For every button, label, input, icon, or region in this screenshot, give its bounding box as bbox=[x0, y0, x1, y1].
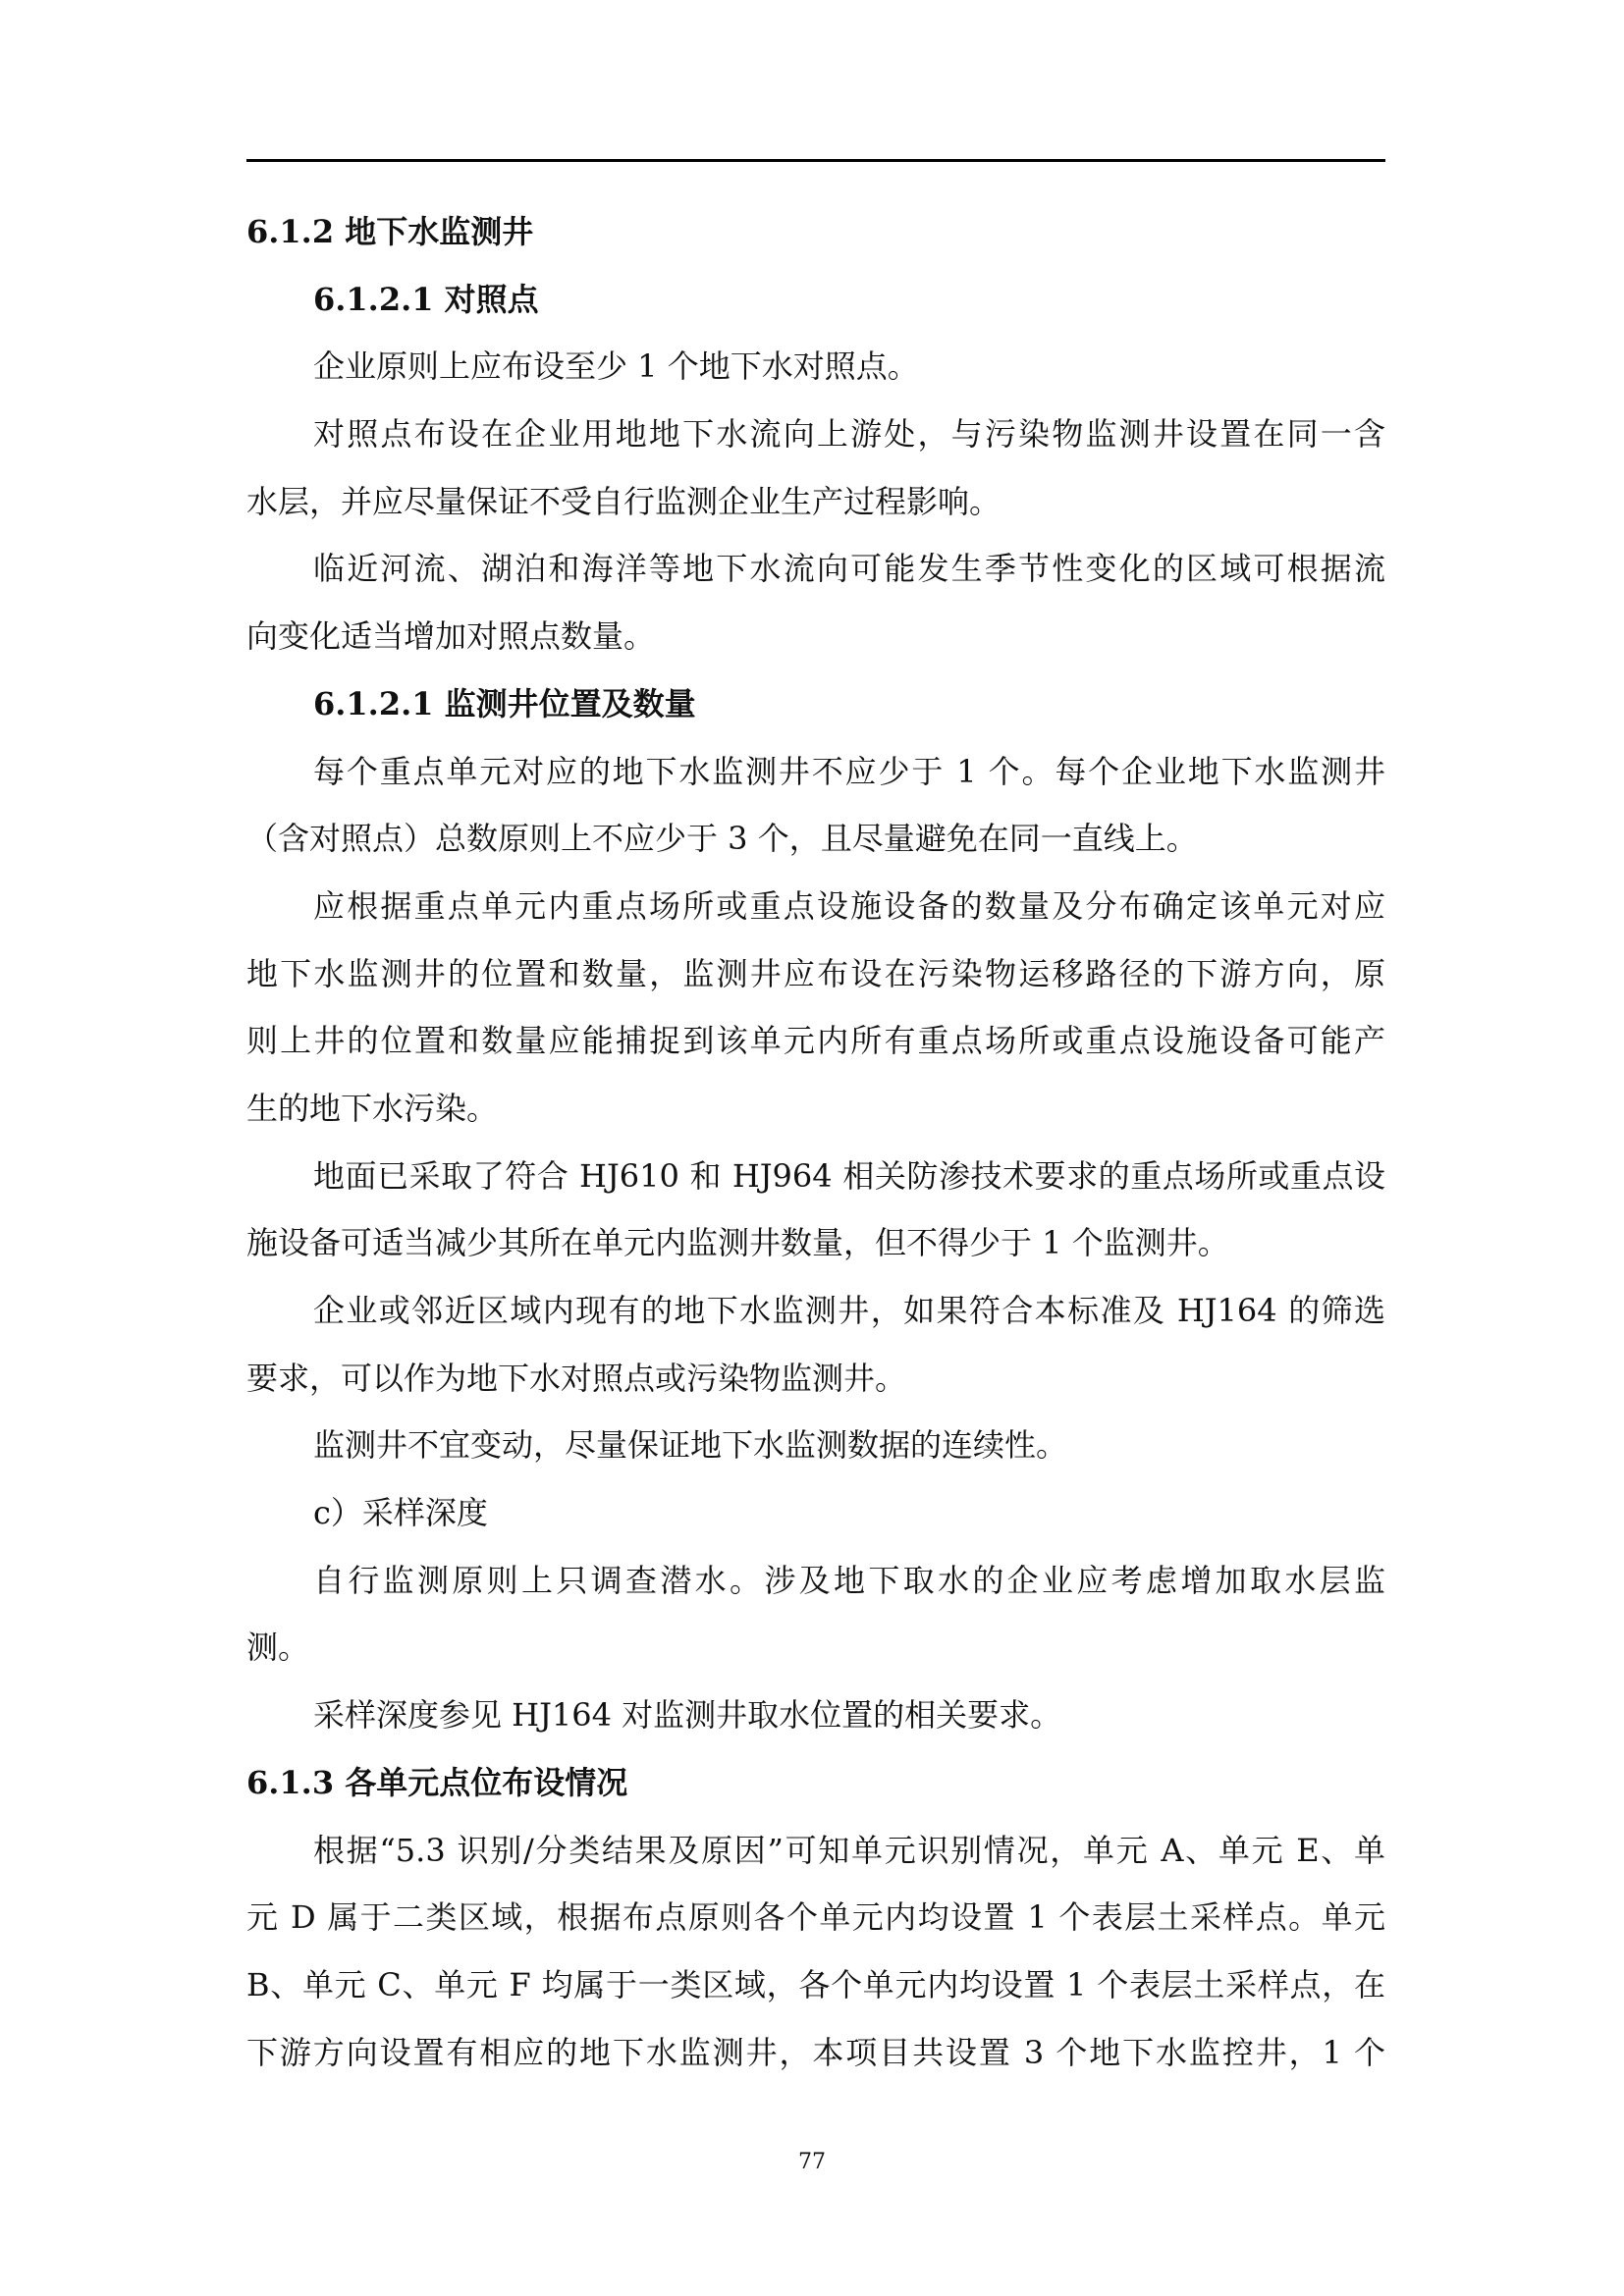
paragraph-line: 测。 bbox=[246, 1629, 310, 1667]
subsection-heading-control-point: 6.1.2.1 对照点 bbox=[313, 280, 539, 318]
paragraph-line: 每个重点单元对应的地下水监测井不应少于 1 个。每个企业地下水监测井 bbox=[313, 752, 1385, 790]
subsection-heading-well-location: 6.1.2.1 监测井位置及数量 bbox=[313, 684, 696, 722]
paragraph-line: 采样深度参见 HJ164 对监测井取水位置的相关要求。 bbox=[313, 1696, 1062, 1735]
paragraph-line: 向变化适当增加对照点数量。 bbox=[246, 617, 656, 656]
paragraph-line: 企业或邻近区域内现有的地下水监测井，如果符合本标准及 HJ164 的筛选 bbox=[313, 1292, 1385, 1329]
paragraph-line: 根据“5.3 识别/分类结果及原因”可知单元识别情况，单元 A、单元 E、单 bbox=[313, 1831, 1385, 1869]
paragraph-line: 元 D 属于二类区域，根据布点原则各个单元内均设置 1 个表层土采样点。单元 bbox=[246, 1898, 1385, 1937]
paragraph-line: 施设备可适当减少其所在单元内监测井数量，但不得少于 1 个监测井。 bbox=[246, 1224, 1229, 1262]
page-content bbox=[246, 198, 1385, 2086]
paragraph-line: 地下水监测井的位置和数量，监测井应布设在污染物运移路径的下游方向，原 bbox=[246, 954, 1385, 992]
section-heading-6-1-3: 6.1.3 各单元点位布设情况 bbox=[246, 1763, 628, 1801]
paragraph-line: 企业原则上应布设至少 1 个地下水对照点。 bbox=[313, 347, 919, 386]
paragraph-line: 水层，并应尽量保证不受自行监测企业生产过程影响。 bbox=[246, 482, 1001, 520]
header-rule bbox=[246, 159, 1385, 162]
paragraph-line: 下游方向设置有相应的地下水监测井，本项目共设置 3 个地下水监控井，1 个 bbox=[246, 2033, 1385, 2071]
paragraph-line: 对照点布设在企业用地地下水流向上游处，与污染物监测井设置在同一含 bbox=[313, 415, 1385, 454]
paragraph-line: 地面已采取了符合 HJ610 和 HJ964 相关防渗技术要求的重点场所或重点设 bbox=[313, 1156, 1385, 1195]
paragraph-line: 则上井的位置和数量应能捕捉到该单元内所有重点场所或重点设施设备可能产 bbox=[246, 1022, 1385, 1060]
paragraph-line: 要求，可以作为地下水对照点或污染物监测井。 bbox=[246, 1359, 907, 1397]
paragraph-line: B、单元 C、单元 F 均属于一类区域，各个单元内均设置 1 个表层土采样点，在 bbox=[246, 1965, 1385, 2003]
page-number: 77 bbox=[798, 2150, 826, 2174]
paragraph-line: （含对照点）总数原则上不应少于 3 个，且尽量避免在同一直线上。 bbox=[246, 820, 1198, 858]
paragraph-line: 临近河流、湖泊和海洋等地下水流向可能发生季节性变化的区域可根据流 bbox=[313, 550, 1385, 588]
paragraph-line: 生的地下水污染。 bbox=[246, 1089, 499, 1127]
paragraph-line: 监测井不宜变动，尽量保证地下水监测数据的连续性。 bbox=[313, 1426, 1068, 1465]
list-item-sampling-depth: c）采样深度 bbox=[313, 1494, 488, 1532]
paragraph-line: 应根据重点单元内重点场所或重点设施设备的数量及分布确定该单元对应 bbox=[313, 886, 1385, 925]
paragraph-line: 自行监测原则上只调查潜水。涉及地下取水的企业应考虑增加取水层监 bbox=[313, 1561, 1385, 1599]
section-heading-6-1-2: 6.1.2 地下水监测井 bbox=[246, 213, 534, 250]
